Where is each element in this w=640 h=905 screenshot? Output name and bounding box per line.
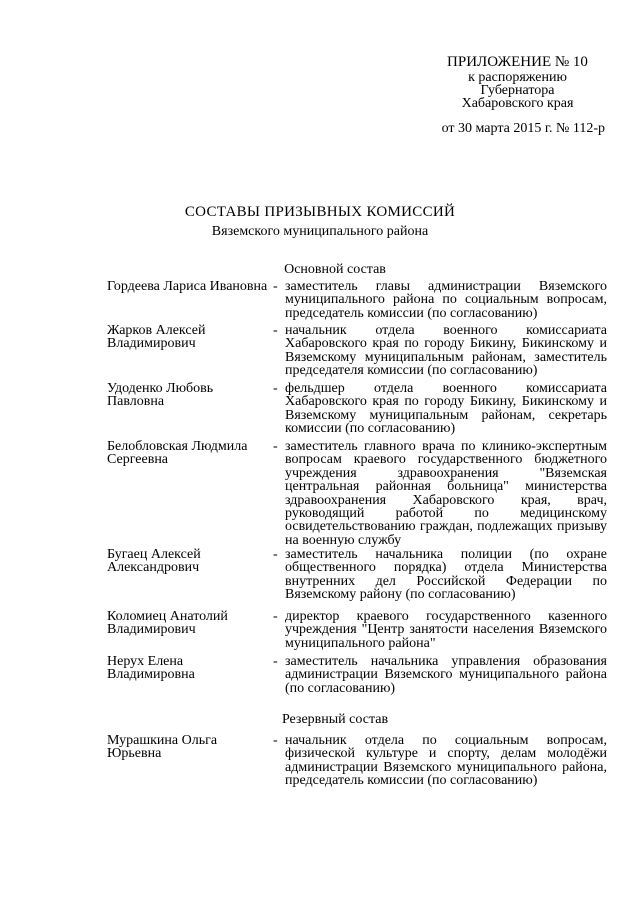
member-role: заместитель главного врача по клинико-экспертным вопросам краевого государственного бюджетного учреждения здравоохранения "Вяземская центральная районная больница" министерства здравоохранения Хабаровского края, врач, руководящий работой по медицинскому освидетельствованию граждан, подлежащих призыву на военную службу xyxy=(285,439,607,548)
member-role: заместитель начальника управления образования администрации Вяземского муниципального района (по согласованию) xyxy=(285,654,607,696)
member-name: Нерух Елена Владимировна xyxy=(107,654,195,683)
member-name: Удоденко Любовь Павловна xyxy=(107,381,214,410)
appendix-block xyxy=(430,56,605,135)
member-name: Белобловская Людмила Сергеевна xyxy=(107,439,248,468)
member-dash: - xyxy=(273,654,278,669)
member-name: Бугаец Алексей Александрович xyxy=(107,547,201,576)
member-role: фельдшер отдела военного комиссариата Хабаровского края по городу Бикину, Бикинскому и Вяземскому муниципальным районам, секретарь комиссии (по согласованию) xyxy=(285,381,607,437)
member-role: директор краевого государственного казенного учреждения "Центр занятости населения Вяземского муниципального района" xyxy=(285,609,607,651)
appendix-line-3: Хабаровского края xyxy=(461,96,574,111)
member-role: начальник отдела по социальным вопросам, физической культуре и спорту, делам молодёжи администрации Вяземского муниципального района, председатель комиссии (по согласованию) xyxy=(285,733,607,789)
member-role: заместитель главы администрации Вяземского муниципального района по социальным вопросам, председатель комиссии (по согласованию) xyxy=(285,279,607,321)
section-main-heading: Основной состав xyxy=(284,262,386,277)
member-dash: - xyxy=(273,323,278,338)
member-role: заместитель начальника полиции (по охране общественного порядка) отдела Министерства внутренних дел Российской Федерации по Вяземскому району (по согласованию) xyxy=(285,547,607,603)
appendix-line-2: Губернатора xyxy=(480,83,555,98)
member-name: Коломиец Анатолий Владимирович xyxy=(107,609,228,638)
appendix-date: от 30 марта 2015 г. № 112-р xyxy=(441,121,605,136)
member-name: Мурашкина Ольга Юрьевна xyxy=(107,733,218,762)
appendix-line-1: к распоряжению xyxy=(468,70,567,85)
document-subtitle: Вяземского муниципального района xyxy=(211,224,429,239)
member-dash: - xyxy=(273,279,278,294)
member-dash: - xyxy=(273,547,278,562)
member-dash: - xyxy=(273,733,278,748)
member-dash: - xyxy=(273,439,278,454)
member-name: Гордеева Лариса Ивановна xyxy=(107,279,268,294)
member-role: начальник отдела военного комиссариата Хабаровского края по городу Бикину, Бикинскому и Вяземскому муниципальным районам, заместитель председателя комиссии (по согласованию) xyxy=(285,323,607,379)
member-dash: - xyxy=(273,381,278,396)
section-reserve-heading: Резервный состав xyxy=(281,712,389,727)
document-title: СОСТАВЫ ПРИЗЫВНЫХ КОМИССИЙ xyxy=(184,204,456,220)
member-name: Жарков Алексей Владимирович xyxy=(107,323,206,352)
appendix-number: ПРИЛОЖЕНИЕ № 10 xyxy=(447,54,588,70)
member-dash: - xyxy=(273,609,278,624)
